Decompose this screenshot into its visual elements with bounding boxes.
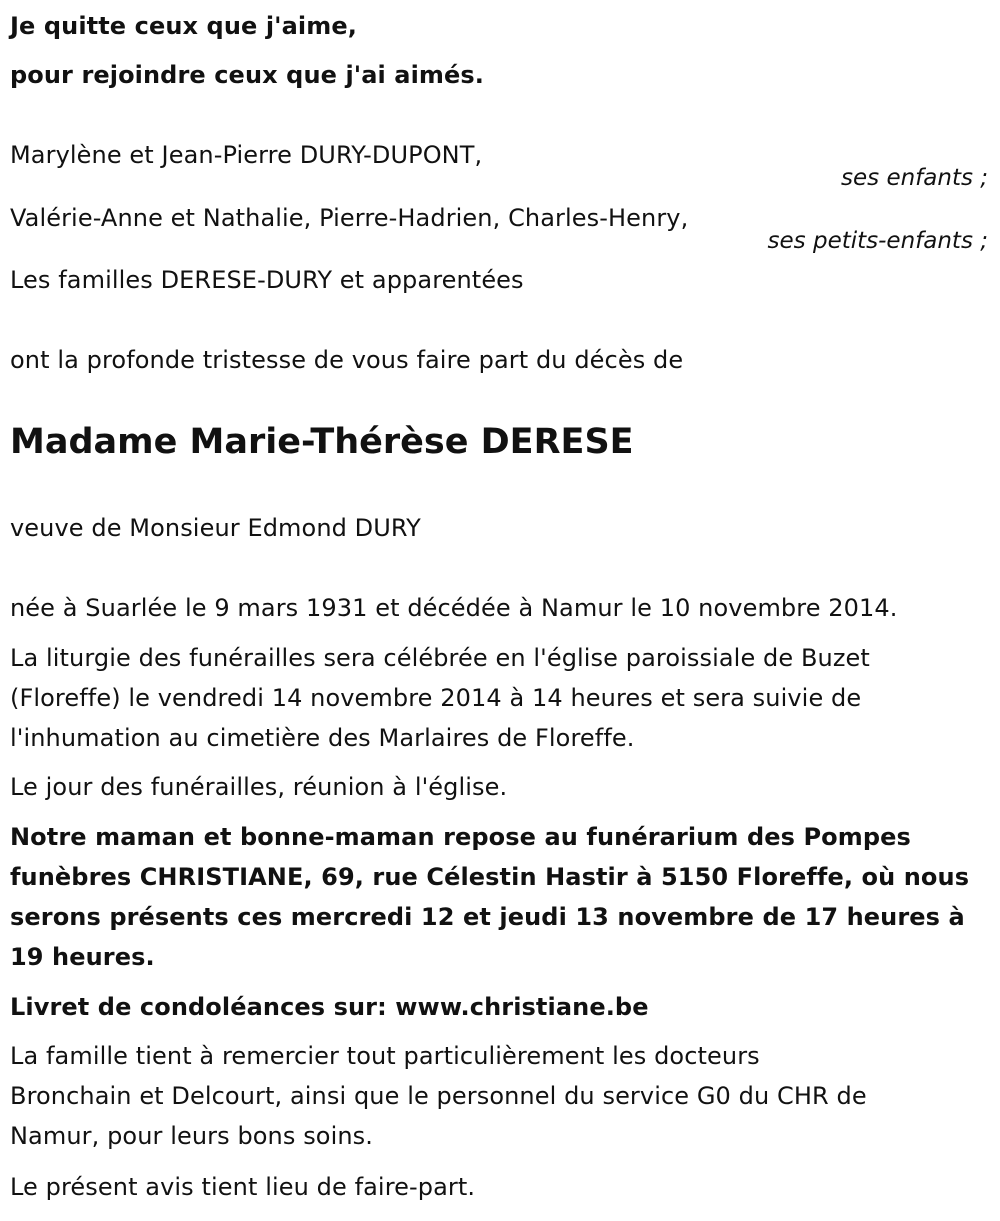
visitation-line-3: serons présents ces mercredi 12 et jeudi 13 novembre de 17 heures à — [10, 903, 965, 931]
thanks-line-1: La famille tient à remercier tout particulièrement les docteurs — [10, 1042, 760, 1070]
epigraph-line-1: Je quitte ceux que j'aime, — [10, 12, 357, 40]
liturgy-line-3: l'inhumation au cimetière des Marlaires de Floreffe. — [10, 724, 635, 752]
grandchildren-role: ses petits-enfants ; — [767, 228, 988, 254]
children-names: Marylène et Jean-Pierre DURY-DUPONT, — [10, 141, 483, 169]
visitation-line-4: 19 heures. — [10, 943, 155, 971]
closing-note: Le présent avis tient lieu de faire-part. — [10, 1173, 476, 1201]
visitation-line-1: Notre maman et bonne-maman repose au funérarium des Pompes — [10, 823, 911, 851]
announcement: ont la profonde tristesse de vous faire part du décès de — [10, 346, 684, 374]
children-role: ses enfants ; — [841, 165, 988, 191]
liturgy-line-2: (Floreffe) le vendredi 14 novembre 2014 à 14 heures et sera suivie de — [10, 684, 862, 712]
reunion: Le jour des funérailles, réunion à l'église. — [10, 773, 508, 801]
epigraph-line-2: pour rejoindre ceux que j'ai aimés. — [10, 61, 485, 89]
widow-of: veuve de Monsieur Edmond DURY — [10, 514, 421, 542]
birth-death: née à Suarlée le 9 mars 1931 et décédée à Namur le 10 novembre 2014. — [10, 594, 898, 622]
deceased-name: Madame Marie-Thérèse DERESE — [10, 422, 634, 462]
grandchildren-names: Valérie-Anne et Nathalie, Pierre-Hadrien, Charles-Henry, — [10, 204, 689, 232]
liturgy-line-1: La liturgie des funérailles sera célébrée en l'église paroissiale de Buzet — [10, 644, 870, 672]
visitation-line-2: funèbres CHRISTIANE, 69, rue Célestin Hastir à 5150 Floreffe, où nous — [10, 863, 970, 891]
related-families: Les familles DERESE-DURY et apparentées — [10, 266, 524, 294]
thanks-line-3: Namur, pour leurs bons soins. — [10, 1122, 374, 1150]
condolences-link: Livret de condoléances sur: www.christiane.be — [10, 993, 649, 1021]
thanks-line-2: Bronchain et Delcourt, ainsi que le personnel du service G0 du CHR de — [10, 1082, 867, 1110]
